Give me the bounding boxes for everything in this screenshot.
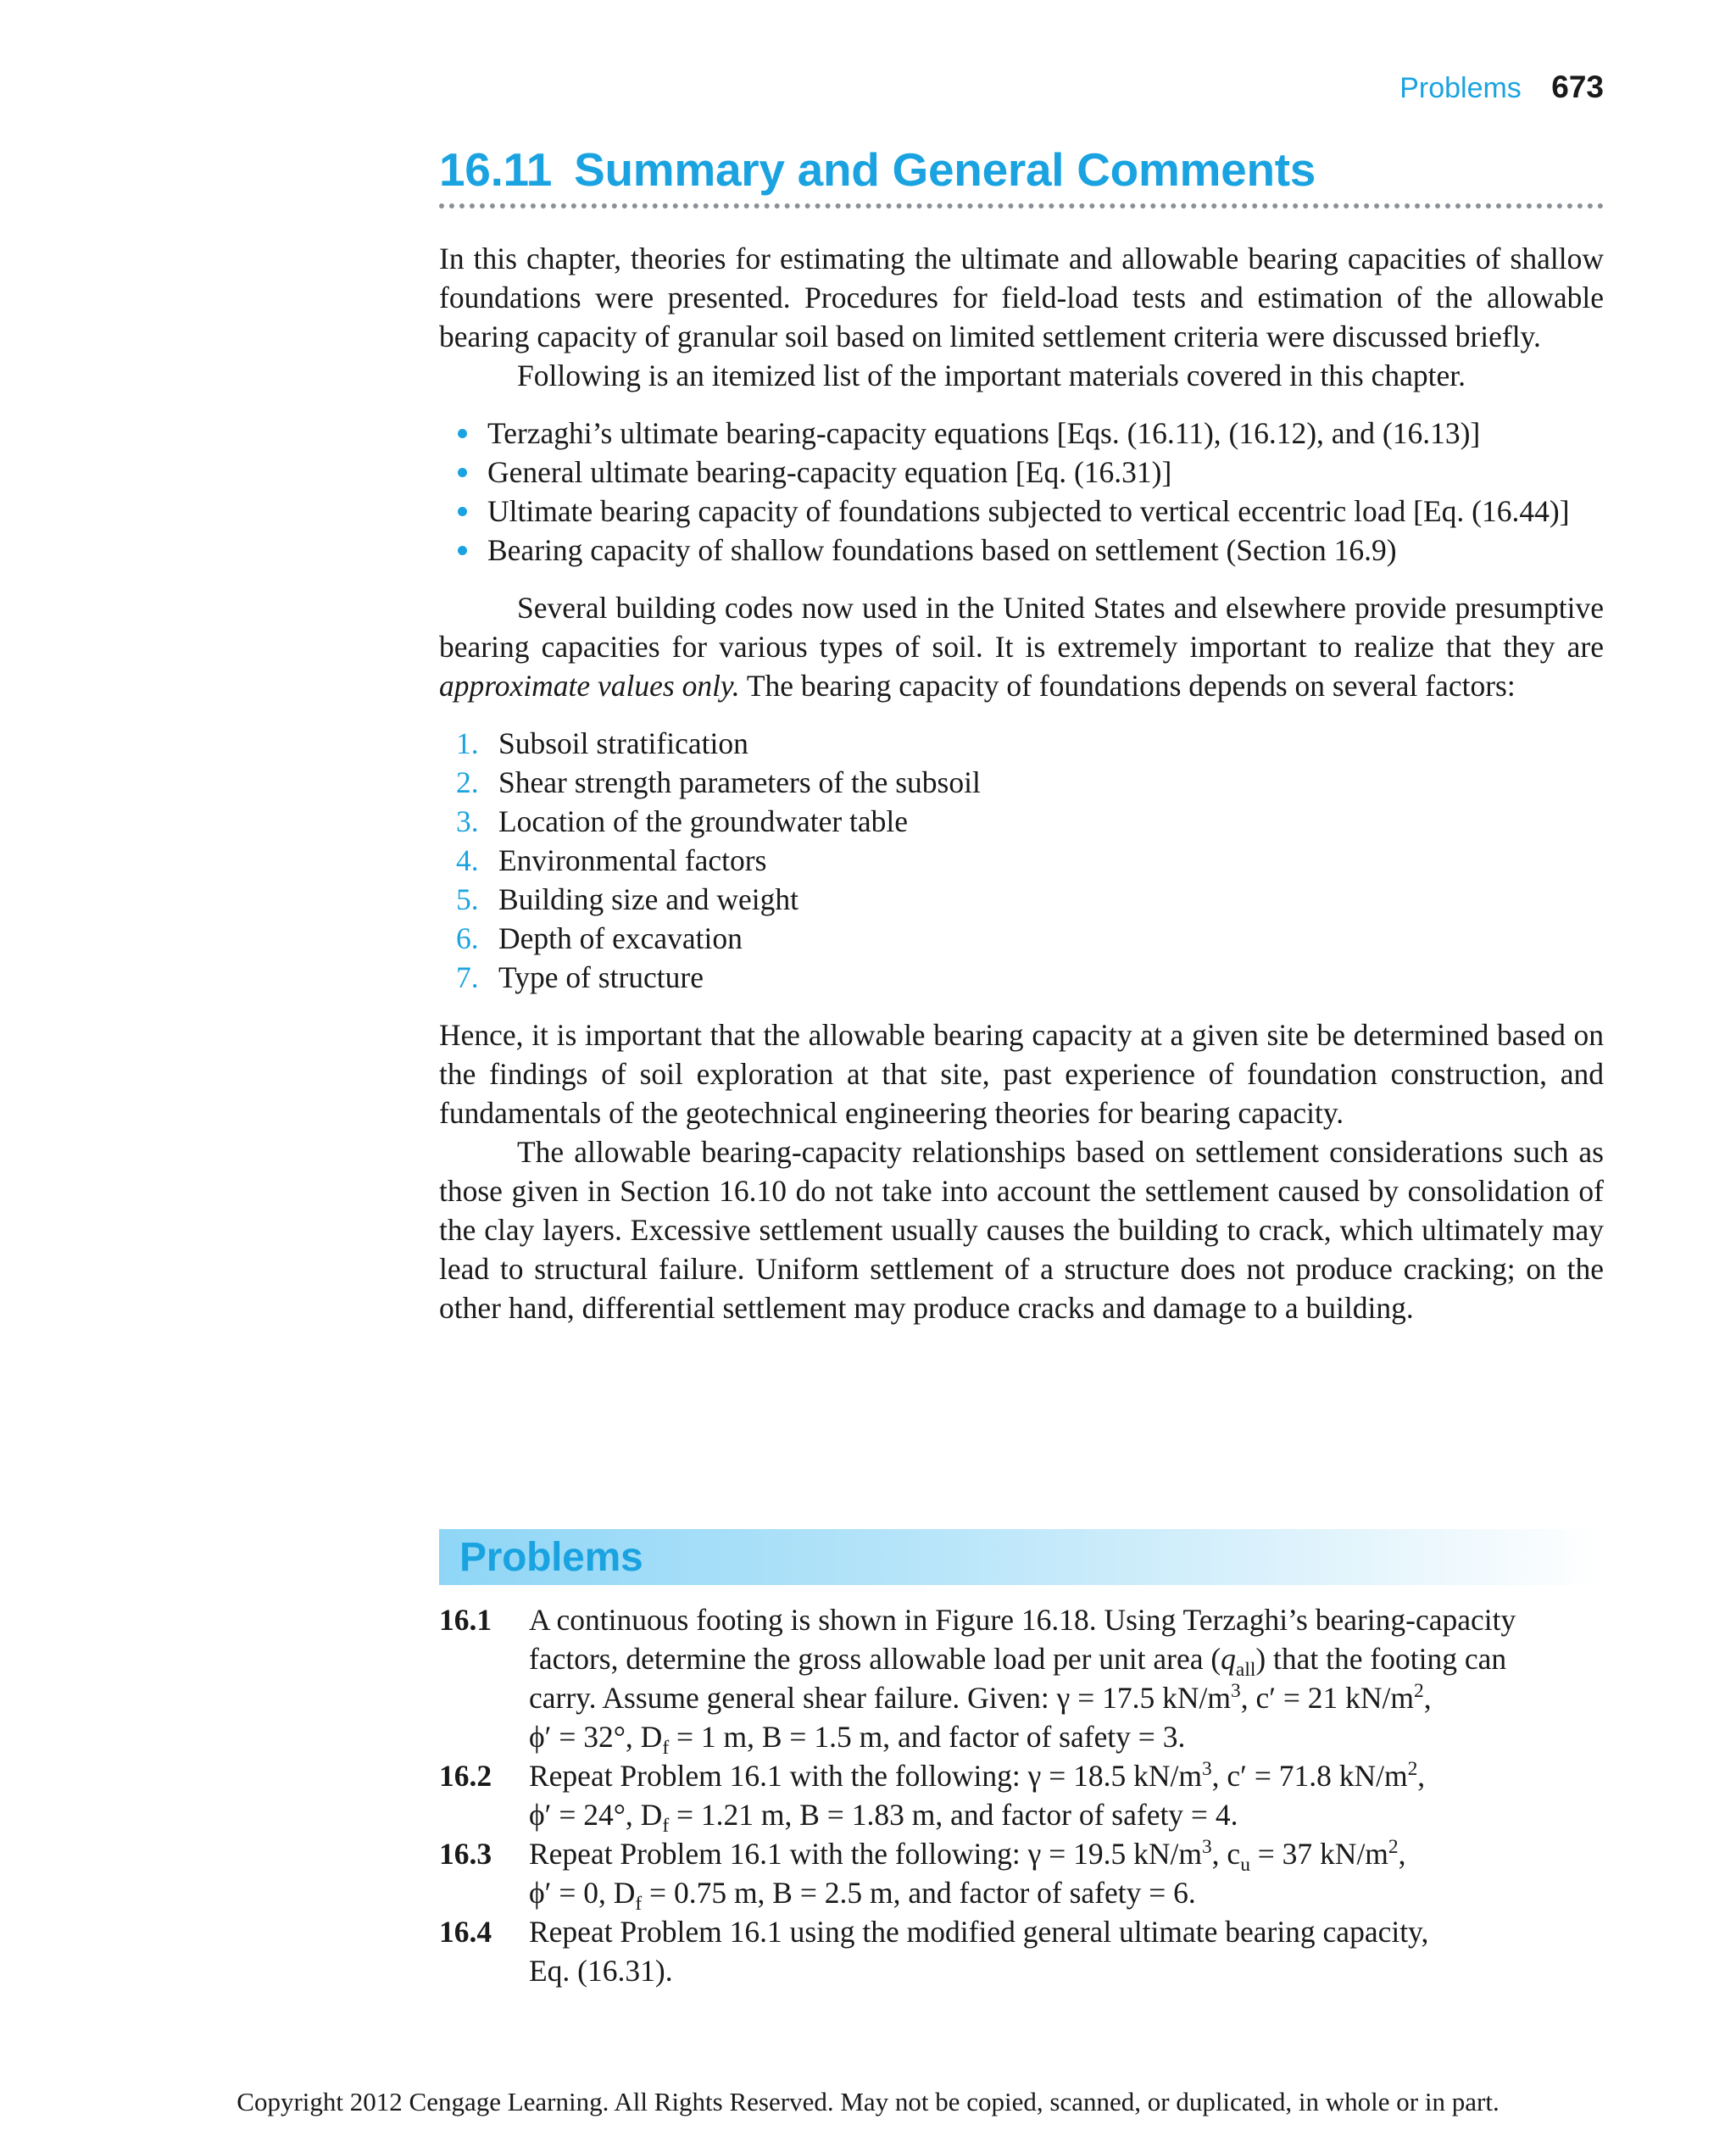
list-item: Ultimate bearing capacity of foundations subjected to vertical eccentric load [Eq. (16.44)] <box>439 492 1604 531</box>
emphasis-text: approximate values only. <box>439 669 740 703</box>
list-item <box>439 841 1604 880</box>
materials-list <box>439 414 1604 570</box>
problem-line <box>529 1678 1604 1717</box>
text-run: ϕ′ = 24°, D <box>529 1798 663 1832</box>
list-number: 2. <box>456 765 479 799</box>
section-number: 16.11 <box>439 143 553 196</box>
problem-text <box>529 1600 1604 1760</box>
list-item <box>439 724 1604 763</box>
list-item <box>439 880 1604 919</box>
problem-number: 16.4 <box>439 1915 492 1949</box>
problem-16-4 <box>439 1912 1604 1990</box>
text-run: , c <box>1211 1837 1241 1871</box>
problem-number: 16.2 <box>439 1759 492 1793</box>
problem-number: 16.1 <box>439 1603 492 1637</box>
problem-line: Repeat Problem 16.1 using the modified general ultimate bearing capacity, <box>529 1915 1429 1949</box>
text-run: ϕ′ = 0, D <box>529 1876 636 1910</box>
problem-line <box>529 1834 1604 1877</box>
list-item-text: Building size and weight <box>498 882 798 916</box>
paragraph-text: Several building codes now used in the United States and elsewhere provide presumptive bearing capacities for various types of soil. It is extremely important to realize that they are <box>439 591 1604 664</box>
problems-list <box>439 1600 1604 1990</box>
text-run: carry. Assume general shear failure. Given: γ = 17.5 kN/m <box>529 1681 1231 1715</box>
list-item <box>439 802 1604 841</box>
list-item-text: Subsoil stratification <box>498 726 748 760</box>
problem-line <box>529 1639 1604 1682</box>
running-head <box>1399 71 1604 103</box>
problem-line: A continuous footing is shown in Figure 16.18. Using Terzaghi’s bearing-capacity <box>529 1603 1516 1637</box>
problems-heading: Problems <box>459 1535 643 1580</box>
list-number: 7. <box>456 960 479 994</box>
text-run: ϕ′ = 32°, D <box>529 1720 663 1754</box>
text-run: Repeat Problem 16.1 with the following: γ = 18.5 kN/m <box>529 1759 1202 1793</box>
section-title-text: Summary and General Comments <box>574 143 1316 196</box>
page-number: 673 <box>1551 70 1604 104</box>
list-item-text: Type of structure <box>498 960 704 994</box>
text-run: = 1.21 m, B = 1.83 m, and factor of safety = 4. <box>669 1798 1238 1832</box>
math-symbol: q <box>1221 1642 1236 1676</box>
problem-line: Eq. (16.31). <box>529 1954 673 1988</box>
paragraph-hence: Hence, it is important that the allowable bearing capacity at a given site be determined based on the findings of soil exploration at that site, past experience of foundation construction, and fundamentals of the geotechnical engineering theories for bearing capacity. <box>439 1018 1604 1130</box>
list-item <box>439 958 1604 997</box>
paragraph-text: The bearing capacity of foundations depends on several factors: <box>739 669 1516 703</box>
problem-line <box>529 1756 1604 1795</box>
paragraph-building-codes <box>439 588 1604 705</box>
problem-16-3 <box>439 1834 1604 1916</box>
math-superscript: 2 <box>1407 1758 1418 1781</box>
list-item-text: Environmental factors <box>498 843 767 877</box>
problem-line <box>529 1717 1604 1760</box>
problem-16-2 <box>439 1756 1604 1838</box>
problem-16-1 <box>439 1600 1604 1760</box>
list-item-text: Shear strength parameters of the subsoil <box>498 765 981 799</box>
list-item: Terzaghi’s ultimate bearing-capacity equations [Eqs. (16.11), (16.12), and (16.13)] <box>439 414 1604 453</box>
math-subscript: u <box>1240 1854 1250 1877</box>
math-subscript: f <box>662 1737 670 1760</box>
text-run: factors, determine the gross allowable load per unit area ( <box>529 1642 1221 1676</box>
text-run: = 37 kN/m <box>1249 1837 1388 1871</box>
text-run: ) that the footing can <box>1255 1642 1507 1676</box>
problem-number: 16.3 <box>439 1837 492 1871</box>
text-run: , <box>1417 1759 1426 1793</box>
section-body <box>439 239 1604 1327</box>
text-run: , c′ = 21 kN/m <box>1240 1681 1414 1715</box>
factors-list <box>439 724 1604 997</box>
math-superscript: 2 <box>1413 1680 1424 1703</box>
math-superscript: 3 <box>1201 1836 1212 1859</box>
dotted-divider <box>439 203 1604 209</box>
math-subscript: f <box>662 1815 670 1838</box>
problems-banner <box>439 1529 1604 1585</box>
text-run: , <box>1423 1681 1432 1715</box>
paragraph-intro: In this chapter, theories for estimating the ultimate and allowable bearing capacities of shallow foundations were presented. Procedures for field-load tests and estimation of the allowable bearing capacity of granular soil based on limited settlement criteria were discussed briefly. <box>439 242 1604 353</box>
list-number: 4. <box>456 843 479 877</box>
paragraph-settlement: The allowable bearing-capacity relationships based on settlement considerations such as those given in Section 16.10 do not take into account the settlement caused by consolidation of the clay layers. Excessive settlement usually causes the building to crack, which ultimately may lead to structural failure. Uniform settlement of a structure does not produce cracking; on the other hand, differential settlement may produce cracks and damage to a building. <box>439 1135 1604 1325</box>
text-run: = 0.75 m, B = 2.5 m, and factor of safety = 6. <box>642 1876 1196 1910</box>
paragraph-itemized-intro: Following is an itemized list of the important materials covered in this chapter. <box>517 359 1466 392</box>
list-item: General ultimate bearing-capacity equation [Eq. (16.31)] <box>439 453 1604 492</box>
list-item <box>439 763 1604 802</box>
problem-text <box>529 1912 1604 1990</box>
list-number: 5. <box>456 882 479 916</box>
list-number: 3. <box>456 804 479 838</box>
problem-line <box>529 1795 1604 1838</box>
math-subscript: f <box>635 1893 643 1916</box>
math-subscript: all <box>1235 1659 1256 1682</box>
text-run: , <box>1398 1837 1406 1871</box>
problem-line <box>529 1873 1604 1916</box>
list-item: Bearing capacity of shallow foundations based on settlement (Section 16.9) <box>439 531 1604 570</box>
section-title <box>439 142 1316 197</box>
math-superscript: 2 <box>1388 1836 1399 1859</box>
list-number: 6. <box>456 921 479 955</box>
text-run: = 1 m, B = 1.5 m, and factor of safety = 3. <box>669 1720 1186 1754</box>
problem-text <box>529 1834 1604 1916</box>
problem-text <box>529 1756 1604 1838</box>
list-number: 1. <box>456 726 479 760</box>
math-superscript: 3 <box>1230 1680 1241 1703</box>
text-run: Repeat Problem 16.1 with the following: γ = 19.5 kN/m <box>529 1837 1202 1871</box>
list-item-text: Depth of excavation <box>498 921 743 955</box>
list-item <box>439 919 1604 958</box>
running-head-section: Problems <box>1399 72 1522 104</box>
math-superscript: 3 <box>1201 1758 1212 1781</box>
list-item-text: Location of the groundwater table <box>498 804 909 838</box>
copyright-notice: Copyright 2012 Cengage Learning. All Rights Reserved. May not be copied, scanned, or duplicated, in whole or in part. <box>236 2087 1500 2116</box>
text-run: , c′ = 71.8 kN/m <box>1211 1759 1408 1793</box>
